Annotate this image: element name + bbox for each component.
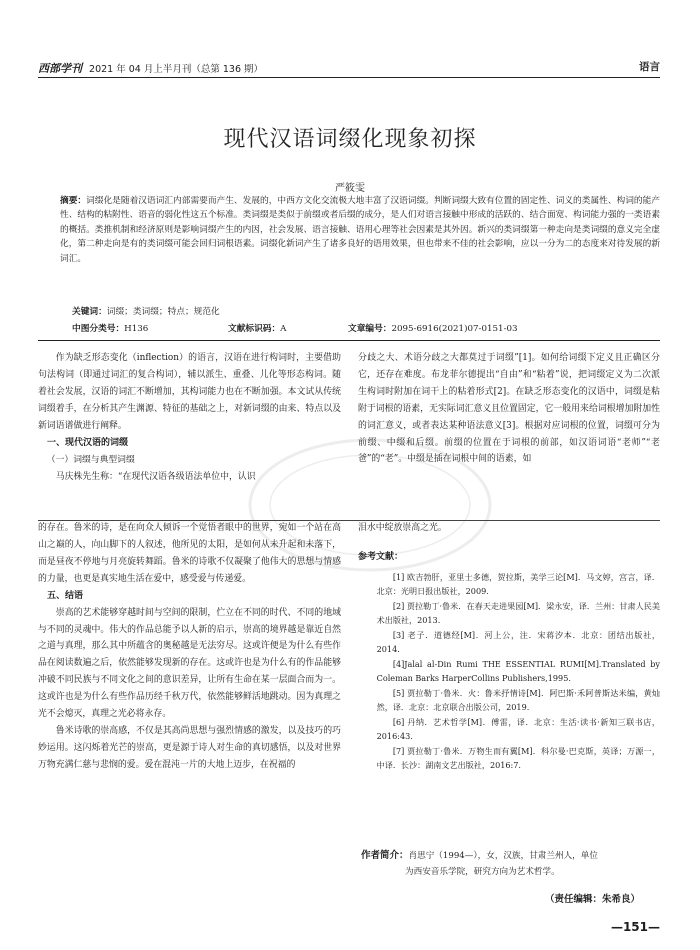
upper-right-column <box>358 350 660 468</box>
paragraph: 的存在。鲁米的诗，是在向众人倾诉一个觉悟者眼中的世界，宛如一个站在高山之巅的人，向山脚下的人叙述，他所见的太阳，是如何从未升起和未落下，而是昼夜不停地与月亮旋转舞蹈。鲁米的诗歌不仅凝聚了他伟大的思想与情感的力量，也更是真实地生活在爱中，感受爱与传递爱。 <box>38 523 341 584</box>
section-heading: 五、结语 <box>47 590 84 601</box>
section-heading: 一、现代汉语的词缀 <box>47 437 129 448</box>
doc-code-value: A <box>280 324 287 334</box>
reference-item: [7] 贾拉勒丁·鲁米．万物生而有翼[M]．科尔曼·巴克斯，英译；万源一，中译．长沙：湖南文艺出版社，2016:7. <box>376 745 660 771</box>
article-number <box>348 322 518 334</box>
reference-item: [3] 老子．道德经[M]．河上公，注．宋蒋汐本．北京：团结出版社，2014. <box>376 629 660 655</box>
page-number: —151— <box>610 920 660 934</box>
paragraph: 分歧之大、术语分歧之大都莫过于词缀”[1]。如何给词缀下定义且正确区分它，还存在难度。布龙菲尔德提出“自由”和“粘着”说，把词缀定义为二次派生构词时附加在词干上的粘着形式[2]。在缺乏形态变化的汉语中，词缀是粘附于词根的语素，无实际词汇意义且位置固定，它一般用来给词根增加附加性的词汇意义，或者表达某种语法意义[3]。根据对应词根的位置，词缀可分为前缀、中缀和后缀。前缀的位置在于词根的前部，如汉语词语“老师”“老爸”的“老”。中缀是插在词根中间的语素，如 <box>358 353 660 465</box>
reference-item: [5] 贾拉勒丁·鲁米．火：鲁米抒情诗[M]．阿巴斯·禾阿普斯达米编，黄灿然，译．北京：北京联合出版公司，2019. <box>376 687 660 713</box>
class-number-value: H136 <box>124 324 149 334</box>
section-label: 语言 <box>639 61 660 73</box>
bio-line: 肖思宁（1994—），女，汉族，甘肃兰州人，单位 <box>408 851 598 861</box>
journal-logo: 西部学刊 <box>38 62 82 75</box>
reference-item: [1] 欧吉勃肝，亚里士多德，贺拉斯，美学三论[M]．马文婷，宫言，译．北京：光明日报出版社，2009. <box>376 571 660 597</box>
keywords-text: 词缀；类词缀；特点；规范化 <box>106 307 220 317</box>
article-number-value: 2095-6916(2021)07-0151-03 <box>391 324 518 334</box>
article-title: 现代汉语词缀化现象初探 <box>223 127 477 152</box>
header-rule <box>38 77 660 78</box>
paragraph: 崇高的艺术能够穿越时间与空间的限制，伫立在不同的时代、不同的地域与不同的灵魂中。伟大的作品总能予以人新的启示，崇高的境界越是靠近自然之道与真理，那么其中所蕴含的奥秘越是无法穷尽。这或许便是为什么有些作品在阅读数遍之后，依然能够发现新的存在。这或许也是为什么有的作品能够冲破不同民族与不同文化之间的意识差异，让所有生命在某一层面合而为一。这或许也是为什么有些作品历经千秋万代，依然能够鲜活地跳动。因为真理之光不会熄灭，真理之光必将永存。 <box>38 607 341 720</box>
references-heading: 参考文献： <box>358 551 404 562</box>
author-bio <box>361 848 661 880</box>
class-number-label: 中图分类号： <box>72 324 125 334</box>
abstract-label: 摘要： <box>60 196 87 206</box>
paragraph: 泪水中绽放崇高之光。 <box>358 523 447 533</box>
lower-left-column <box>38 520 341 774</box>
reference-list <box>358 570 660 773</box>
responsible-editor: （责任编辑：朱希良） <box>544 894 640 905</box>
paragraph: 马庆株先生称：“在现代汉语各级语法单位中，认识 <box>55 471 256 482</box>
upper-left-column <box>38 350 341 485</box>
keywords-label: 关键词： <box>72 307 107 317</box>
reference-item: [4]Jalal al-Din Rumi THE ESSENTIAL RUMI[M].Translated by Coleman Barks HarperCollins Publishers,1995. <box>376 658 660 684</box>
reference-item: [6] 丹纳．艺术哲学[M]．傅雷，译．北京：生活·读书·新知三联书店，2016:43. <box>376 716 660 742</box>
abstract-text: 词缀化是随着汉语词汇内部需要而产生、发展的，中西方文化交流极大地丰富了汉语词缀。判断词缀大致有位置的固定性、词义的类属性、构词的能产性、结构的粘附性、语音的弱化性这五个标准。类词缀是类似于前缀或者后缀的成分，是人们对语言接触中形成的活跃的、结合面宽、构词能力强的一类语素的概括。类推机制和经济原则是影响词缀产生的内因，社会发展、语言接触、语用心理等社会因素是其外因。新兴的类词缀第一种走向是类词缀的意义完全虚化，第二种走向是有的类词缀可能会回归词根语素。词缀化新词产生了诸多良好的语用效果，但也带来不佳的社会影响，应以一分为二的态度来对待发展的新词汇。 <box>60 196 661 264</box>
abstract-rule <box>38 340 660 341</box>
running-header <box>38 60 660 76</box>
paragraph: 作为缺乏形态变化（inflection）的语言，汉语在进行构词时，主要借助句法构词（即通过词汇的复合构词），辅以派生、重叠、儿化等形态构词。随着社会发展，汉语的词汇不断增加，其构词能力也在不断加强。本文试从传统词缀着手，在分析其产生渊源、特征的基础之上，对新词缀的由来、特点以及新词语谱做进行阐释。 <box>38 353 341 431</box>
article-number-label: 文章编号： <box>348 324 392 334</box>
subsection-heading: （一）词缀与典型词缀 <box>46 454 135 465</box>
issue-info: 2021 年 04 月上半月刊（总第 136 期） <box>89 64 264 75</box>
doc-code <box>228 322 286 334</box>
keywords <box>72 305 220 317</box>
bio-line: 为西安音乐学院，研究方向为艺术哲学。 <box>405 867 560 877</box>
abstract <box>60 194 660 266</box>
paragraph: 鲁米诗歌的崇高感，不仅是其高尚思想与强烈情感的激发，以及技巧的巧妙运用。这闪烁着光芒的崇高，更是源于诗人对生命的真切感悟，以及对世界万物充满仁慈与悲悯的爱。爱在混沌一片的大地上迈步，在祝福的 <box>38 725 341 770</box>
reference-item: [2] 贾拉勒丁·鲁米．在春天走进果园[M]．梁永安，译．兰州：甘肃人民美术出版社，2013. <box>376 600 660 626</box>
bio-label: 作者简介： <box>361 850 409 861</box>
class-number <box>72 322 148 334</box>
article-author: 严筱雯 <box>335 183 365 194</box>
lower-right-column <box>358 520 660 773</box>
doc-code-label: 文献标识码： <box>228 324 281 334</box>
